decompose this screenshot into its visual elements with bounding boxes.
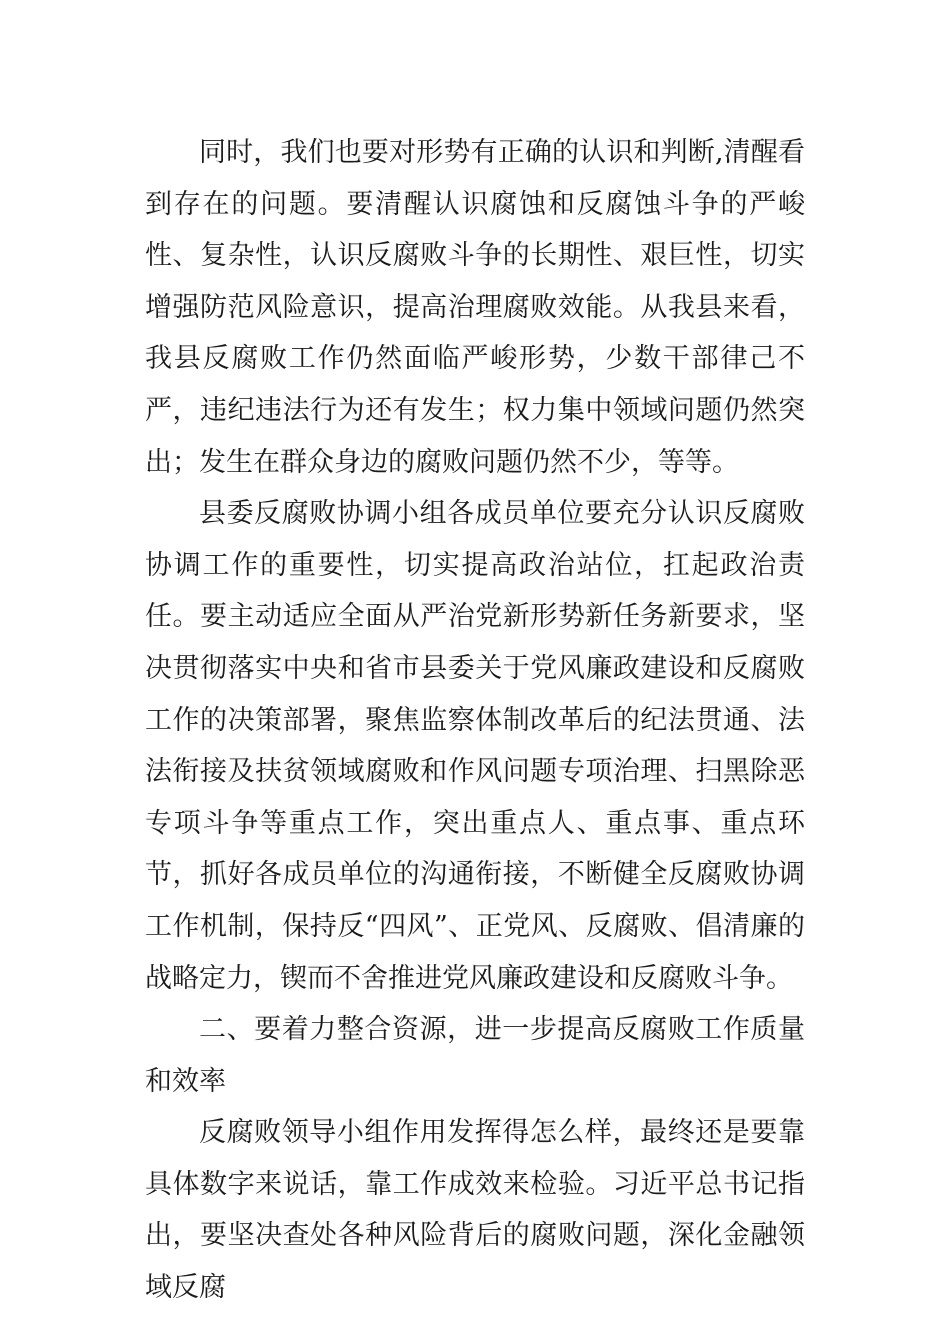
- paragraph-leadership-effectiveness: 反腐败领导小组作用发挥得怎么样，最终还是要靠具体数字来说话，靠工作成效来检验。习近平总书记指出，要坚决查处各种风险背后的腐败问题，深化金融领域反腐: [145, 1117, 805, 1304]
- paragraph-coordination-work: 县委反腐败协调小组各成员单位要充分认识反腐败协调工作的重要性，切实提高政治站位，扛起政治责任。要主动适应全面从严治党新形势新任务新要求，坚决贯彻落实中央和省市县委关于党风廉政建设和反腐败工作的决策部署，聚焦监察体制改革后的纪法贯通、法法衔接及扶贫领域腐败和作风问题专项治理、扫黑除恶专项斗争等重点工作，突出重点人、重点事、重点环节，抓好各成员单位的沟通衔接，不断健全反腐败协调工作机制，保持反“四风”、正党风、反腐败、倡清廉的战略定力，锲而不舍推进党风廉政建设和反腐败斗争。: [145, 498, 805, 994]
- paragraph-situation-awareness: 同时，我们也要对形势有正确的认识和判断,清醒看到存在的问题。要清醒认识腐蚀和反腐蚀斗争的严峻性、复杂性，认识反腐败斗争的长期性、艰巨性，切实增强防范风险意识，提高治理腐败效能。从我县来看，我县反腐败工作仍然面临严峻形势，少数干部律己不严，违纪违法行为还有发生；权力集中领域问题仍然突出；发生在群众身边的腐败问题仍然不少，等等。: [145, 137, 805, 478]
- document-body: [145, 127, 805, 1314]
- section-heading-2: 二、要着力整合资源，进一步提高反腐败工作质量和效率: [145, 1014, 805, 1097]
